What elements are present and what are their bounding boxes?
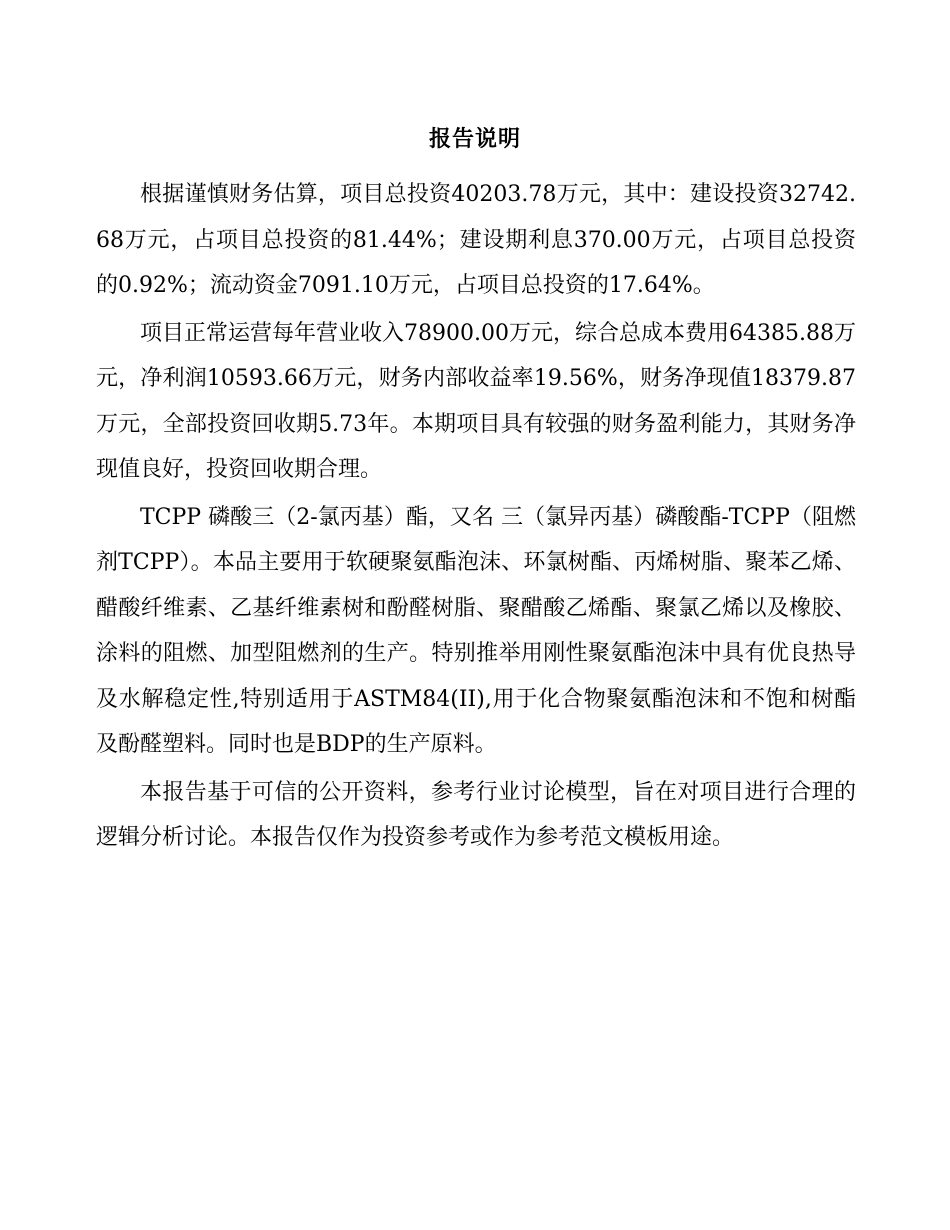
paragraph-operations: 项目正常运营每年营业收入78900.00万元，综合总成本费用64385.88万元，净利润10593.66万元，财务内部收益率19.56%，财务净现值18379.87万元，全部投资回收期5.73年。本期项目具有较强的财务盈利能力，其财务净现值良好，投资回收期合理。: [96, 320, 856, 482]
document-title: 报告说明: [428, 127, 521, 152]
document-body: [96, 172, 856, 863]
paragraph-product: TCPP 磷酸三（2-氯丙基）酯，又名 三（氯异丙基）磷酸酯-TCPP（阻燃剂TCPP）。本品主要用于软硬聚氨酯泡沫、环氯树酯、丙烯树脂、聚苯乙烯、醋酸纤维素、乙基纤维素树和酚醛树脂、聚醋酸乙烯酯、聚氯乙烯以及橡胶、涂料的阻燃、加型阻燃剂的生产。特别推举用刚性聚氨酯泡沫中具有优良热导及水解稳定性,特别适用于ASTM84(II),用于化合物聚氨酯泡沫和不饱和树酯及酚醛塑料。同时也是BDP的生产原料。: [96, 504, 856, 757]
paragraph-investment: 根据谨慎财务估算，项目总投资40203.78万元，其中：建设投资32742.68万元，占项目总投资的81.44%；建设期利息370.00万元，占项目总投资的0.92%；流动资金7091.10万元，占项目总投资的17.64%。: [96, 182, 856, 298]
paragraph-disclaimer: 本报告基于可信的公开资料，参考行业讨论模型，旨在对项目进行合理的逻辑分析讨论。本报告仅作为投资参考或作为参考范文模板用途。: [96, 779, 856, 850]
